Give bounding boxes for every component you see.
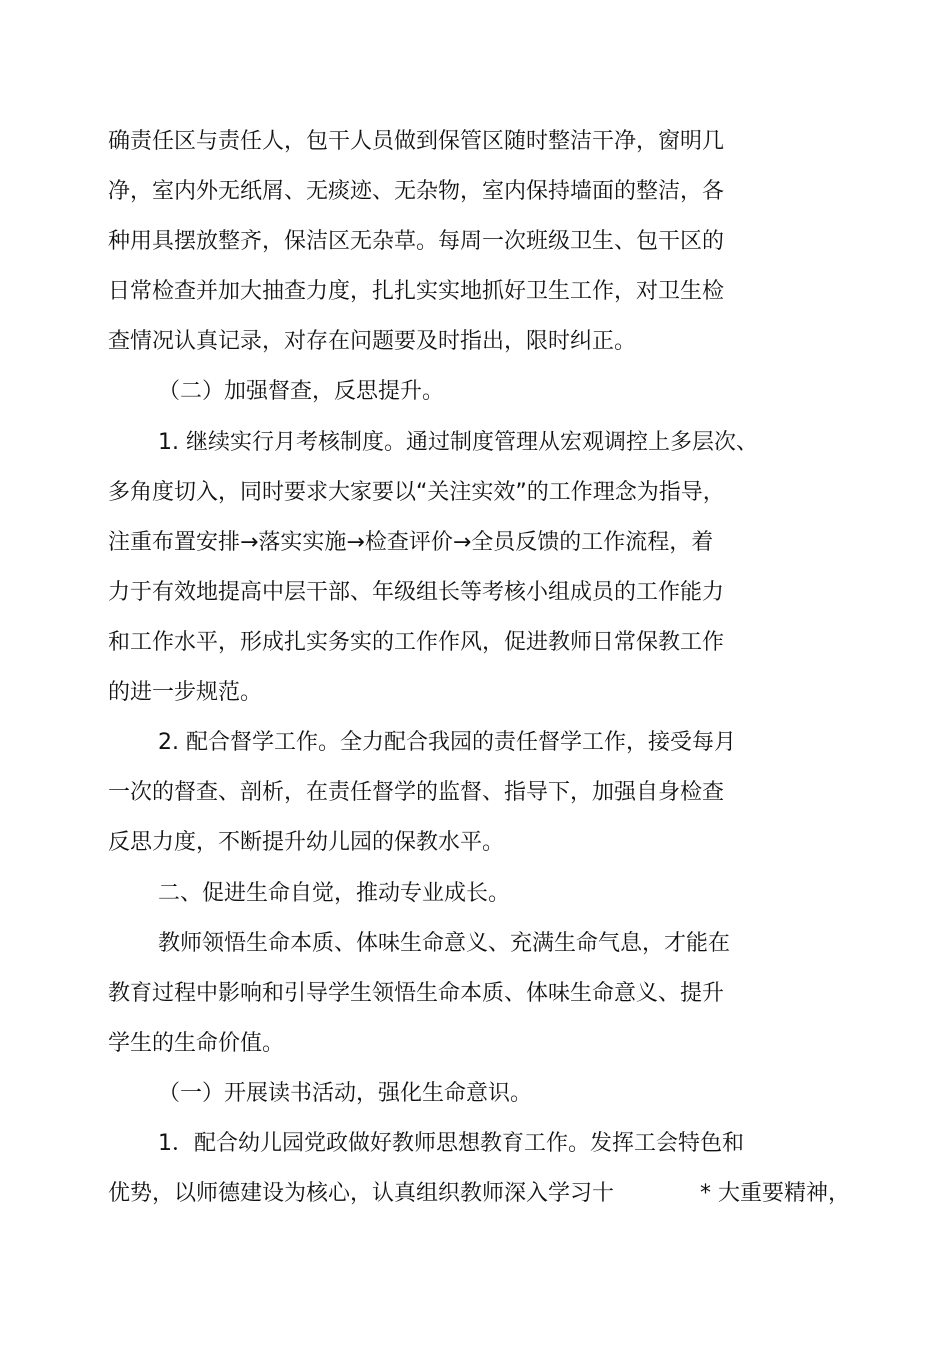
text-line-1: 确责任区与责任人，包干人员做到保管区随时整洁干净，窗明几 (108, 129, 725, 154)
text-line-7: 1. 继续实行月考核制度。通过制度管理从宏观调控上多层次、 (158, 430, 758, 455)
section-heading-1: （一）开展读书活动，强化生命意识。 (158, 1081, 533, 1106)
text-line-22: 优势，以师德建设为核心，认真组织教师深入学习十 (108, 1181, 615, 1206)
text-line-8: 多角度切入，同时要求大家要以“关注实效”的工作理念为指导， (108, 480, 725, 505)
text-line-21: 1．配合幼儿园党政做好教师思想教育工作。发挥工会特色和 (158, 1131, 744, 1156)
text-line-15: 反思力度，不断提升幼儿园的保教水平。 (108, 830, 505, 855)
text-line-22-continued: * 大重要精神， (700, 1181, 850, 1206)
text-line-2: 净，室内外无纸屑、无痰迹、无杂物，室内保持墙面的整洁，各 (108, 179, 725, 204)
text-line-4: 日常检查并加大抽查力度，扎扎实实地抓好卫生工作，对卫生检 (108, 279, 725, 304)
text-line-9: 注重布置安排→落实实施→检查评价→全员反馈的工作流程，着 (108, 530, 714, 555)
text-line-5: 查情况认真记录，对存在问题要及时指出，限时纠正。 (108, 329, 637, 354)
text-line-11: 和工作水平，形成扎实务实的工作作风，促进教师日常保教工作 (108, 630, 725, 655)
section-heading-2: （二）加强督查，反思提升。 (158, 379, 445, 404)
text-line-17: 教师领悟生命本质、体味生命意义、充满生命气息，才能在 (158, 931, 731, 956)
section-heading-main-2: 二、促进生命自觉，推动专业成长。 (158, 881, 511, 906)
text-line-14: 一次的督查、剖析，在责任督学的监督、指导下，加强自身检查 (108, 780, 725, 805)
text-line-3: 种用具摆放整齐，保洁区无杂草。每周一次班级卫生、包干区的 (108, 229, 725, 254)
text-line-19: 学生的生命价值。 (108, 1031, 285, 1056)
text-line-18: 教育过程中影响和引导学生领悟生命本质、体味生命意义、提升 (108, 981, 725, 1006)
text-line-10: 力于有效地提高中层干部、年级组长等考核小组成员的工作能力 (108, 580, 725, 605)
text-line-12: 的进一步规范。 (108, 680, 263, 705)
text-line-13: 2. 配合督学工作。全力配合我园的责任督学工作，接受每月 (158, 730, 736, 755)
